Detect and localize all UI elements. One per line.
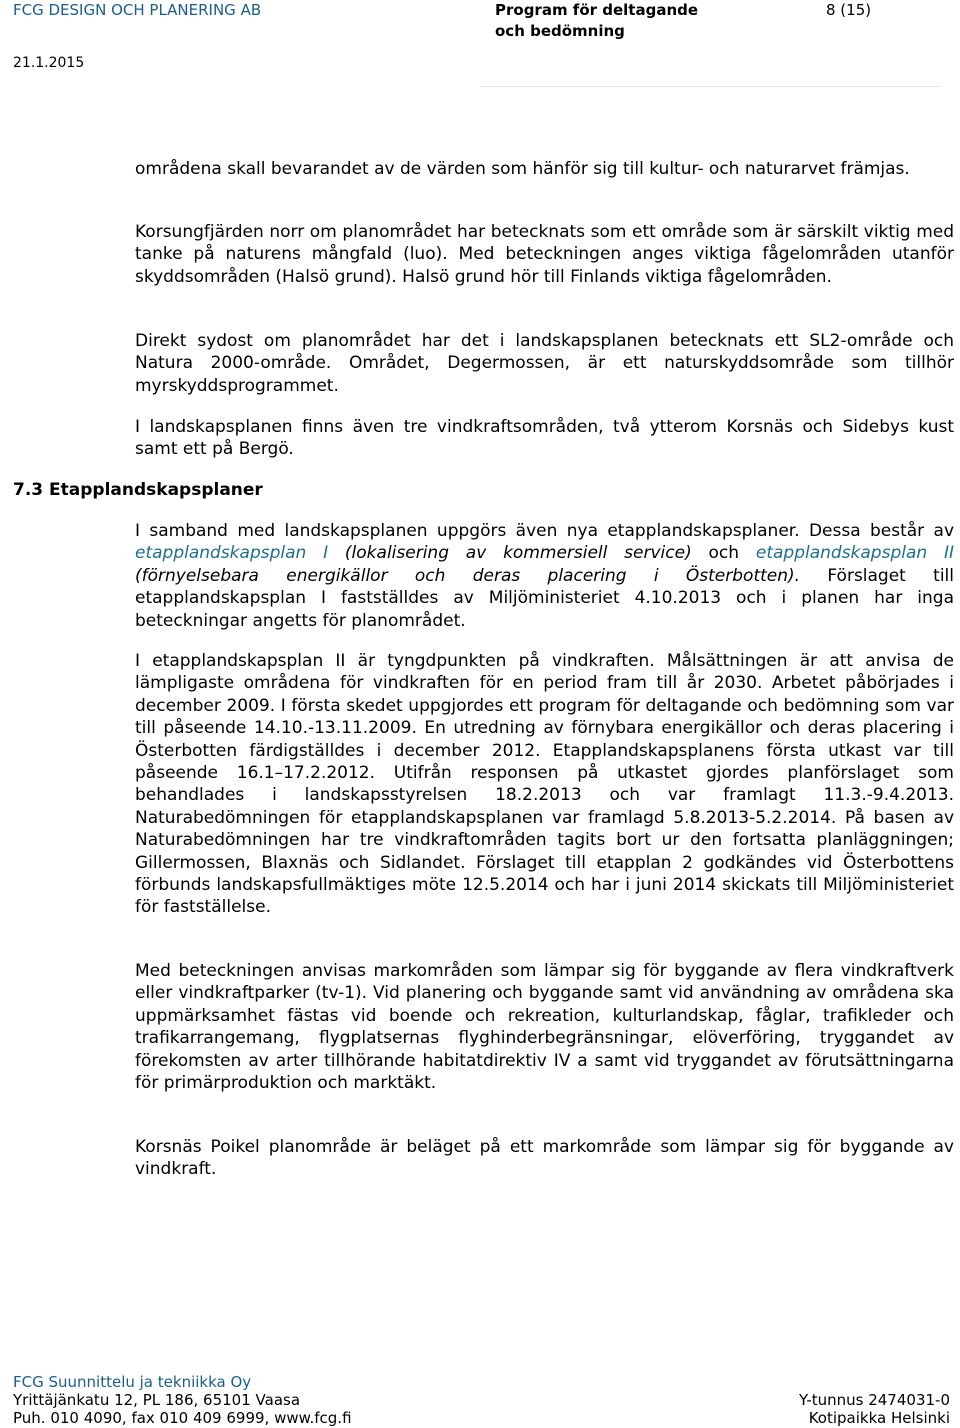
footer-phone: Puh. 010 4090, fax 010 409 6999, www.fcg.fi (13, 1409, 352, 1427)
section-heading-etapplandskapsplaner: 7.3 Etapplandskapsplaner (13, 480, 263, 500)
p5-text-4: (förnyelsebara energikällor och deras placering i Österbotten). (135, 565, 801, 586)
header-divider (480, 86, 940, 87)
footer-company: FCG Suunnittelu ja tekniikka Oy (13, 1373, 252, 1391)
link-etapplandskapsplan-1[interactable]: etapplandskapsplan I (135, 543, 329, 564)
p5-text-3: och (691, 543, 756, 564)
p5-text-1: I samband med landskapsplanen uppgörs även nya etapplandskapsplaner. Dessa består av (135, 521, 954, 541)
p5-text-2: (lokalisering av kommersiell service) (328, 543, 692, 564)
paragraph-etapplandskapsplaner (135, 520, 954, 632)
footer-address: Yrittäjänkatu 12, PL 186, 65101 Vaasa (13, 1391, 301, 1409)
paragraph-korsnas-poikel: Korsnäs Poikel planområde är beläget på ett markområde som lämpar sig för byggande av vindkraft. (135, 1137, 954, 1180)
header-doc-title-line2: och bedömning (495, 22, 625, 40)
header-date: 21.1.2015 (13, 55, 85, 71)
header-company: FCG DESIGN OCH PLANERING AB (13, 1, 262, 19)
footer-seat: Kotipaikka Helsinki (808, 1409, 950, 1427)
p5-text-5: Förslaget till etapplandskapsplan I fastställdes av Miljöministeriet 4.10.2013 och i planen har inga beteckningar angetts för planområdet. (135, 565, 955, 631)
paragraph-etapplandskapsplan-2: I etapplandskapsplan II är tyngdpunkten på vindkraften. Målsättningen är att anvisa de lämpligaste områdena för vindkraften för en period fram till år 2030. Arbetet påbörjades i december 2009. I första skedet uppgjordes ett program för deltagande och bedömning som var till påseende 14.10.-13.11.2009. En utredning av förnybara energikällor och deras placering i Österbotten färdigställdes i december 2012. Etapplandskapsplanens första utkast var till påseende 16.1–17.2.2012. Utifrån responsen på utkastet gjordes planförslaget som behandlades i landskapsstyrelsen 18.2.2013 och var framlagt 11.3.-9.4.2013. Naturabedömningen för etapplandskapsplanen var framlagd 5.8.2013-5.2.2014. På basen av Naturabedömningen har tre vindkraftområden tagits bort ur den fortsatta planläggningen; Gillermossen, Blaxnäs och Sidlandet. Förslaget till etapplan 2 godkändes vid Österbottens förbunds landskapsfullmäktiges möte 12.5.2014 och har i juni 2014 skickats till Miljöministeriet för fastställelse. (135, 651, 954, 918)
header-page-number: 8 (15) (826, 1, 872, 19)
paragraph-degermossen: Direkt sydost om planområdet har det i landskapsplanen betecknats ett SL2-område och Natura 2000-område. Området, Degermossen, är ett naturskyddsområde som tillhör myrskyddsprogrammet. (135, 331, 954, 396)
link-etapplandskapsplan-2[interactable]: etapplandskapsplan II (755, 543, 954, 564)
paragraph-wind-areas: I landskapsplanen finns även tre vindkraftsområden, två ytterom Korsnäs och Sidebys kust samt ett på Bergö. (135, 417, 954, 460)
paragraph-tv1-designation: Med beteckningen anvisas markområden som lämpar sig för byggande av flera vindkraftverk eller vindkraftparker (tv-1). Vid planering och byggande samt vid användning av områdena ska uppmärksamhet fästas vid boende och rekreation, kulturlandskap, fåglar, trafikleder och trafikarrangemang, flygplatsernas flyghinderbegränsningar, elöverföring, tryggandet av förekomsten av arter tillhörande habitatdirektiv IV a samt vid tryggandet av förutsättningarna för primärproduktion och marktäkt. (135, 961, 954, 1094)
paragraph-korsungfjarden: Korsungfjärden norr om planområdet har betecknats som ett område som är särskilt viktig med tanke på naturens mångfald (luo). Med beteckningen anges viktiga fågelområden utanför skyddsområden (Halsö grund). Halsö grund hör till Finlands viktiga fågelområden. (135, 222, 954, 287)
header-doc-title-line1: Program för deltagande (495, 1, 699, 19)
header-doc-title (495, 0, 698, 42)
paragraph-cultural-heritage: områdena skall bevarandet av de värden som hänför sig till kultur- och naturarvet främjas. (135, 159, 910, 179)
footer-business-id: Y-tunnus 2474031-0 (798, 1391, 950, 1409)
